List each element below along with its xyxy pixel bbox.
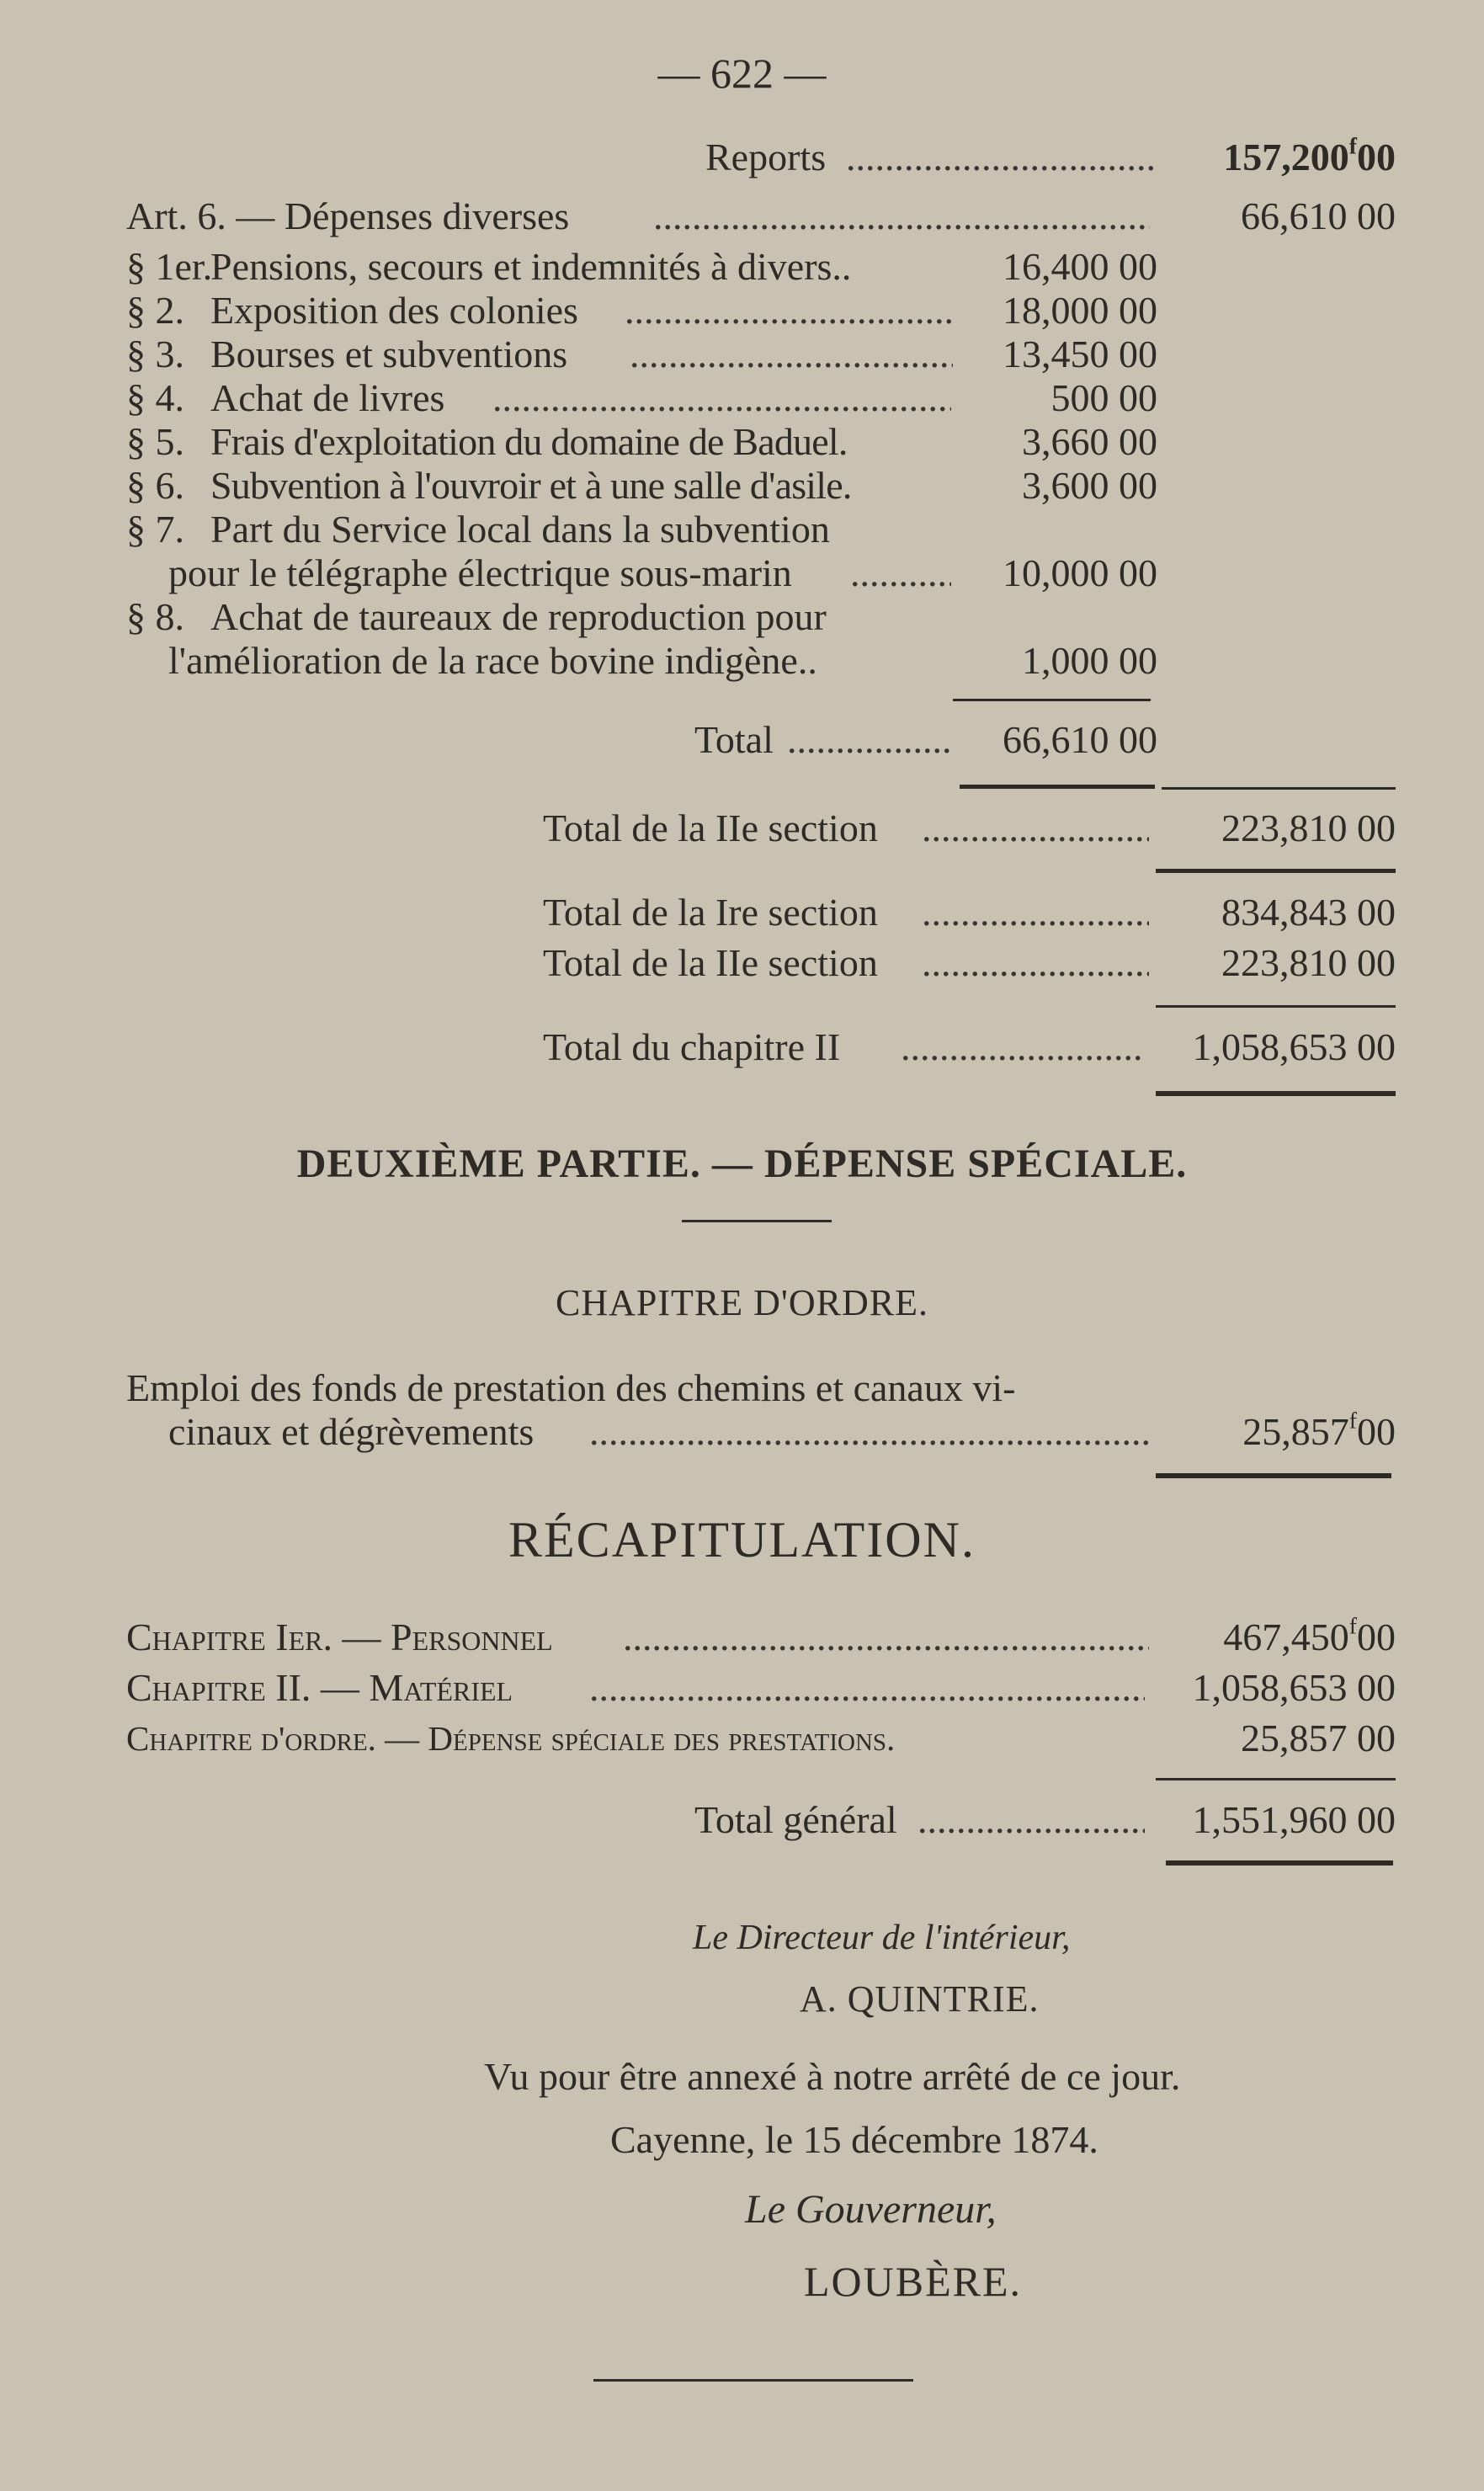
item-3-num: § 3. (126, 333, 184, 375)
item-3-amount: 13,450 00 (1003, 333, 1157, 375)
recap-heading: RÉCAPITULATION. (508, 1512, 976, 1568)
item-7-line2: pour le télégraphe électrique sous-marin (168, 551, 792, 594)
recap-ordre-label: Chapitre d'ordre. — Dépense spéciale des prestations. (126, 1719, 896, 1758)
item-6-text: Subvention à l'ouvroir et à une salle d'asile. (210, 464, 852, 507)
page-number: — 622 — (657, 50, 827, 97)
grand-total-label: Total général (694, 1798, 897, 1841)
emploi-amount: 25,857$^f$00 (1242, 1407, 1396, 1453)
recap-ordre-amount: 25,857 00 (1241, 1717, 1396, 1759)
rule-double (1166, 1860, 1393, 1866)
total-chapitre-2-amount: 1,058,653 00 (1192, 1025, 1396, 1068)
leader-dots (918, 1797, 1145, 1843)
item-6-num: § 6. (126, 464, 184, 507)
rule (1156, 1005, 1396, 1008)
leader-dots (589, 1665, 1145, 1711)
leader-dots (922, 806, 1149, 851)
rule (1156, 1778, 1396, 1780)
item-8-line1: Achat de taureaux de reproduction pour (210, 595, 827, 638)
total-section-1-label: Total de la Ire section (543, 891, 878, 934)
item-3-text: Bourses et subventions (210, 333, 568, 375)
item-7-line1: Part du Service local dans la subvention (210, 508, 830, 551)
recap-personnel-amount: 467,450$^f$00 (1223, 1612, 1396, 1658)
rule-double (960, 785, 1155, 789)
leader-dots (625, 288, 953, 333)
rule-double (1156, 1473, 1391, 1478)
total-section-2-label: Total de la IIe section (543, 806, 878, 849)
item-5-amount: 3,660 00 (1022, 420, 1157, 463)
item-4-amount: 500 00 (1051, 376, 1157, 419)
item-1-amount: 16,400 00 (1003, 245, 1157, 288)
item-8-amount: 1,000 00 (1022, 639, 1157, 682)
leader-dots (846, 135, 1153, 180)
art6-label: Art. 6. — Dépenses diverses (126, 194, 570, 237)
recap-materiel-label: Chapitre II. — Matériel (126, 1666, 513, 1709)
item-6-amount: 3,600 00 (1022, 464, 1157, 507)
item-4-text: Achat de livres (210, 376, 445, 419)
item-7-num: § 7. (126, 508, 184, 551)
director-name: A. QUINTRIE. (800, 1978, 1040, 2020)
item-4-num: § 4. (126, 376, 184, 419)
emploi-line1: Emploi des fonds de prestation des chemins et canaux vi- (126, 1366, 1016, 1409)
governor-name: LOUBÈRE. (804, 2258, 1023, 2305)
total-amount: 66,610 00 (1003, 718, 1157, 761)
rule (593, 2379, 913, 2382)
item-8-num: § 8. (126, 595, 184, 638)
total-section-1-amount: 834,843 00 (1221, 891, 1396, 934)
leader-dots (922, 890, 1149, 935)
item-1-text: Pensions, secours et indemnités à divers.. (210, 245, 852, 288)
rule (953, 699, 1151, 701)
recap-personnel-label: Chapitre Ier. — Personnel (126, 1615, 553, 1658)
item-1-num: § 1er. (126, 245, 213, 288)
item-2-text: Exposition des colonies (210, 289, 578, 332)
item-8-line2: l'amélioration de la race bovine indigène.. (168, 639, 817, 682)
chapitre-ordre-heading: CHAPITRE D'ORDRE. (556, 1282, 928, 1323)
item-7-amount: 10,000 00 (1003, 551, 1157, 594)
rule (682, 1220, 832, 1222)
leader-dots (623, 1615, 1149, 1660)
grand-total-amount: 1,551,960 00 (1192, 1798, 1396, 1841)
leader-dots (589, 1409, 1149, 1455)
leader-dots (922, 940, 1149, 986)
part2-heading: DEUXIÈME PARTIE. — DÉPENSE SPÉCIALE. (296, 1142, 1188, 1186)
leader-dots (630, 332, 953, 377)
recap-materiel-amount: 1,058,653 00 (1192, 1666, 1396, 1709)
item-5-text: Frais d'exploitation du domaine de Baduel. (210, 420, 848, 463)
reports-amount: 157,200$^f$00 (1223, 132, 1396, 178)
item-2-amount: 18,000 00 (1003, 289, 1157, 332)
art6-amount: 66,610 00 (1241, 194, 1396, 237)
rule-double (1156, 869, 1396, 873)
item-2-num: § 2. (126, 289, 184, 332)
place-date: Cayenne, le 15 décembre 1874. (610, 2118, 1098, 2161)
item-5-num: § 5. (126, 420, 184, 463)
director-title: Le Directeur de l'intérieur, (693, 1919, 1071, 1957)
vu-statement: Vu pour être annexé à notre arrêté de ce jour. (484, 2055, 1181, 2098)
rule-double (1156, 1091, 1396, 1096)
leader-dots (901, 1025, 1145, 1070)
total-section-2b-amount: 223,810 00 (1221, 941, 1396, 984)
total-chapitre-2-label: Total du chapitre II (543, 1025, 841, 1068)
emploi-line2: cinaux et dégrèvements (168, 1410, 535, 1453)
leader-dots (653, 194, 1150, 239)
leader-dots (492, 375, 951, 421)
total-label: Total (694, 718, 774, 761)
total-section-2b-label: Total de la IIe section (543, 941, 878, 984)
total-section-2-amount: 223,810 00 (1221, 806, 1396, 849)
rule (1162, 787, 1396, 790)
governor-title: Le Gouverneur, (745, 2187, 997, 2232)
reports-label: Reports (705, 136, 827, 178)
